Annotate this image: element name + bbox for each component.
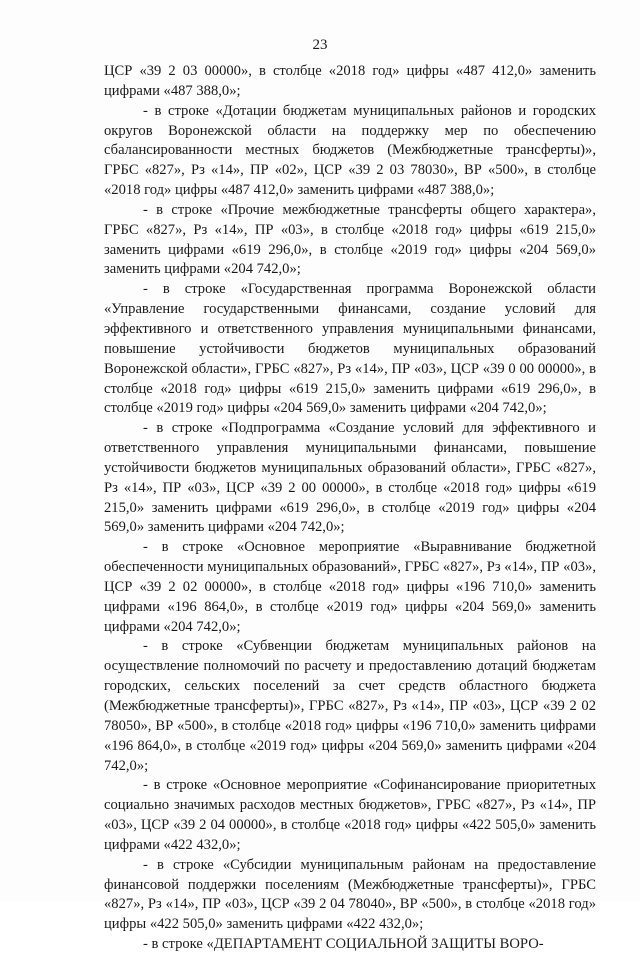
document-body <box>104 62 596 955</box>
paragraph-1: ЦСР «39 2 03 00000», в столбце «2018 год» цифры «487 412,0» заменить цифрами «487 388,0»; <box>104 63 596 99</box>
paragraph-5: - в строке «Подпрограмма «Создание условий для эффективного и ответственного управления муниципальными финансами, повышение устойчивости бюджетов муниципальных образований области», ГРБС «827», Рз «14», ПР «03», ЦСР «39 2 00 00000», в столбце «2018 год» цифры «619 215,0» заменить цифрами «619 296,0», в столбце «2019 год» цифры «204 569,0» заменить цифрами «204 742,0»; <box>104 420 596 536</box>
paragraph-2: - в строке «Дотации бюджетам муниципальных районов и городских округов Воронежской области на поддержку мер по обеспечению сбалансированности местных бюджетов (Межбюджетные трансферты)», ГРБС «827», Рз «14», ПР «02», ЦСР «39 2 03 78030», ВР «500», в столбце «2018 год» цифры «487 412,0» заменить цифрами «487 388,0»; <box>104 102 596 199</box>
paragraph-4: - в строке «Государственная программа Воронежской области «Управление государственными финансами, создание условий для эффективного и ответственного управления муниципальными финансами, повышение устойчивости бюджетов муниципальных образований Воронежской области», ГРБС «827», Рз «14», ПР «03», ЦСР «39 0 00 00000», в столбце «2018 год» цифры «619 215,0» заменить цифрами «619 296,0», в столбце «2019 год» цифры «204 569,0» заменить цифрами «204 742,0»; <box>104 281 596 417</box>
paragraph-8: - в строке «Основное мероприятие «Софинансирование приоритетных социально значимых расходов местных бюджетов», ГРБС «827», Рз «14», ПР «03», ЦСР «39 2 04 00000», в столбце «2018 год» цифры «422 505,0» заменить цифрами «422 432,0»; <box>104 777 596 853</box>
paragraph-7: - в строке «Субвенции бюджетам муниципальных районов на осуществление полномочий по расчету и предоставлению дотаций бюджетам городских, сельских поселений за счет средств областного бюджета (Межбюджетные трансферты)», ГРБС «827», Рз «14», ПР «03», ЦСР «39 2 02 78050», ВР «500», в столбце «2018 год» цифры «196 710,0» заменить цифрами «196 864,0», в столбце «2019 год» цифры «204 569,0» заменить цифрами «204 742,0»; <box>104 638 596 774</box>
paragraph-6: - в строке «Основное мероприятие «Выравнивание бюджетной обеспеченности муниципальных образований», ГРБС «827», Рз «14», ПР «03», ЦСР «39 2 02 00000», в столбце «2018 год» цифры «196 710,0» заменить цифрами «196 864,0», в столбце «2019 год» цифры «204 569,0» заменить цифрами «204 742,0»; <box>104 539 596 635</box>
paragraph-9: - в строке «Субсидии муниципальным районам на предоставление финансовой поддержки поселениям (Межбюджетные трансферты)», ГРБС «827», Рз «14», ПР «03», ЦСР «39 2 04 78040», ВР «500», в столбце «2018 год» цифры «422 505,0» заменить цифрами «422 432,0»; <box>104 856 596 933</box>
paragraph-10: - в строке «ДЕПАРТАМЕНТ СОЦИАЛЬНОЙ ЗАЩИТЫ ВОРО- <box>143 936 544 953</box>
paragraph-3: - в строке «Прочие межбюджетные трансферты общего характера», ГРБС «827», Рз «14», ПР «03», в столбце «2018 год» цифры «619 215,0» заменить цифрами «619 296,0», в столбце «2019 год» цифры «204 569,0» заменить цифрами «204 742,0»; <box>104 201 596 278</box>
page-number: 23 <box>312 37 328 53</box>
